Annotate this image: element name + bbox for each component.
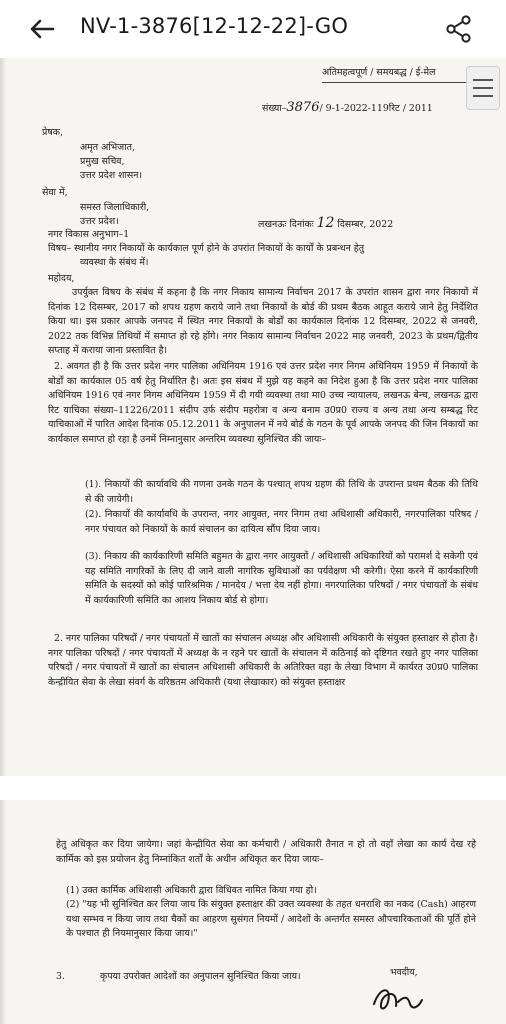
- document-title: NV-1-3876[12-12-22]-GO: [80, 14, 349, 38]
- back-button[interactable]: [22, 12, 62, 46]
- priority-underline: [322, 82, 472, 83]
- paragraph-3: 2. नगर पालिका परिषदों / नगर पंचायतों में खातों का संचालन अध्यक्ष और अधिशासी अधिकारी के संयुक्त हस्ताक्षर से होता है। नगर पालिका परिषदों / नगर पंचायतों में अध्यक्ष के न रहने पर खातों के संचालन में कठिनाई को दृष्टिगत रखते हुए नगर पालिका परिषदों / नगर पंचायतों में खातों का संचालन अधिशासी अधिकारी के अतिरिक्त वहा के लेखा विभाग में कार्यरत उ0प्र0 पालिका केन्द्रीयित सेवा के लेखा संवर्ग के वरिष्ठतम अधिकारी (यथा लेखाकार) को संयुक्त हस्ताक्षर: [48, 633, 479, 688]
- section-name: नगर विकास अनुभाग–1: [48, 229, 130, 240]
- app-bar: [0, 0, 506, 58]
- paragraph-4-number: 3.: [56, 971, 65, 982]
- page2-paragraph: हेतु अधिकृत कर दिया जायेगा। जहां केन्द्रीयित सेवा का कर्मचारी / अधिकारी तैनात न हो तो वहाँ लेखा का कार्य देख रहे कार्मिक को इस प्रयोजन हेतु निम्नांकित शर्तों के अधीन अधिकृत कर दिया जायः–: [56, 839, 476, 865]
- to-label: सेवा में,: [42, 187, 68, 198]
- paragraph-1: उपर्युक्त विषय के संबंध में कहना है कि नगर निकाय सामान्य निर्वाचन 2017 के उपरांत शासन द्वारा नगर निकायों में दिनांक 12 दिसम्बर, 2017 को शपथ ग्रहण कराये जाने तथा निकायों के बोर्ड की प्रथम बैठक आहूत कराये जाने हेतु निर्देशित किया था। इस प्रकार आपके जनपद में स्थित नगर निकायों के बोर्डों का कार्यकाल दिनांक 12 दिसम्बर, 2022 से जनवरी, 2022 तक विभिन्न तिथियों में समाप्त हो रहे होंगे। नगर निकाय सामान्य निर्वाचन 2022 माह जनवरी, 2023 के प्रथम/द्वितीय सप्ताह में कराया जाना प्रस्तावित है।: [48, 287, 478, 357]
- paragraph-2: 2. अवगत ही है कि उत्तर प्रदेश नगर पालिका अधिनियम 1916 एवं उत्तर प्रदेश नगर निगम अधिनियम 1959 में निकायों के बोर्डों का कार्यकाल 05 वर्ष हेतु निर्धारित है। अतः इस संबध में मुझे यह कहने का निदेश हुआ है कि उत्तर प्रदेश नगर पालिका अधिनियम 1916 एवं नगर निगम अधिनियम 1959 में दी गयी व्यवस्था तथा मा0 उच्च न्यायालय, लखनऊ बेन्च, लखनऊ द्वारा रिट याचिका संख्या–11226/2011 संदीप उर्फ संदीप महरोत्रा व अन्य बनाम उ0प्र0 राज्य व अन्य तथा अन्य सम्बद्ध रिट याचिकाओं में पारित आदेश दिनांक 05.12.2011 के अनुपालन में नये बोर्ड के गठन के पूर्व आपके जनपद की जिन निकायों का कार्यकाल समाप्त हो रहा है उनमें निम्नानुसार अन्तरिम व्यवस्था सुनिश्चित की जायः–: [48, 361, 478, 445]
- page-separator: [0, 776, 506, 800]
- date-prefix: लखनऊः दिनांकः: [258, 219, 314, 230]
- page-edge-shadow: [0, 800, 6, 1024]
- document-page-1: [0, 58, 506, 776]
- menu-button[interactable]: [466, 66, 500, 110]
- document-page-2: [0, 800, 506, 1024]
- list-item-3: (3). निकाय की कार्यकारिणी समिति बहुमत के द्वारा नगर आयुक्तों / अधिशासी अधिकारियों को परामर्श दे सकेगी एवं यह समिति नागरिकों के लिए दी जाने वाली नागरिक सुविधाओं का पर्यवेक्षण भी करेगी। ऐसा करने में कार्यकारिणी समिति के सदस्यों को कोई पारिश्रमिक / मानदेय / भत्ता देय नहीं होगा। नगरपालिका परिषदों / नगर पंचायतों के संबंध में कार्यकारिणी समिति का आशय निकाय बोर्ड से होगा।: [85, 551, 478, 606]
- date-handwritten: 12: [316, 215, 335, 231]
- hamburger-menu-icon: [473, 95, 493, 97]
- to-name: समस्त जिलाधिकारी,: [80, 202, 150, 213]
- condition-1: (1) उक्त कार्मिक अधिशासी अधिकारी द्वारा विधिवत नामित किया गया हो।: [66, 885, 317, 896]
- from-label: प्रेषक,: [42, 127, 63, 138]
- paragraph-4: कृपया उपरोक्त आदेशों का अनुपालन सुनिश्चित किया जाय।: [100, 971, 301, 982]
- signature-image: [368, 978, 428, 1020]
- list-item-2: (2). निकायों की कार्यावधि के उपरान्त, नगर आयुक्त, नगर निगम तथा अधिशासी अधिकारी, नगरपालिका परिषद / नगर पंचायत को निकायों के कार्य संचालन का दायित्व सौंप दिया जाय।: [85, 509, 478, 535]
- list-item-1: (1). निकायों की कार्यावधि की गणना उनके गठन के पश्चात् शपथ ग्रहण की तिथि के उपरान्त प्रथम बैठक की तिथि से की जायेगी।: [85, 479, 478, 505]
- subject-line-2: व्यवस्था के संबंध में।: [80, 257, 149, 268]
- hamburger-menu-icon: [473, 79, 493, 81]
- priority-label: अतिमहत्वपूर्ण / समयबद्ध / ई-मेल: [322, 67, 436, 78]
- share-button[interactable]: [440, 10, 478, 48]
- reference-number-handwritten: 3876: [286, 100, 320, 115]
- reference-suffix: / 9-1-2022-119रिट / 2011: [319, 103, 433, 114]
- date-suffix: दिसम्बर, 2022: [337, 219, 394, 230]
- hamburger-menu-icon: [473, 87, 493, 89]
- letter-date: [258, 216, 393, 233]
- from-office: उत्तर प्रदेश शासन।: [80, 170, 142, 181]
- reference-number: [262, 101, 433, 117]
- to-state: उत्तर प्रदेश।: [80, 216, 119, 227]
- from-designation: प्रमुख सचिव,: [80, 156, 125, 167]
- page-edge-shadow: [0, 58, 6, 776]
- reference-prefix: संख्या–: [262, 103, 287, 114]
- arrow-left-icon: [29, 18, 55, 40]
- from-name: अमृत अभिजात,: [80, 142, 135, 153]
- subject-line-1: विषय– स्थानीय नगर निकायों के कार्यकाल पूर्ण होने के उपरांत निकायों के कार्यों के प्रबन्धन हेतु: [48, 243, 365, 254]
- salutation: महोदय,: [48, 273, 75, 284]
- condition-2: (2) "यह भी सुनिश्चित कर लिया जाय कि संयुक्त हस्ताक्षर की उक्त व्यवस्था के तहत धनराशि का नकद (Cash) आहरण यथा सम्भव न किया जाय तथा चैकों का आहरण सुसंगत नियमों / आदेशों के अन्तर्गत समस्त औपचारिकताओं की पूर्ति होने के पश्चात ही नियमानुसार किया जाय।": [66, 899, 476, 940]
- closing-text: भवदीय,: [390, 967, 418, 978]
- share-icon: [446, 15, 472, 43]
